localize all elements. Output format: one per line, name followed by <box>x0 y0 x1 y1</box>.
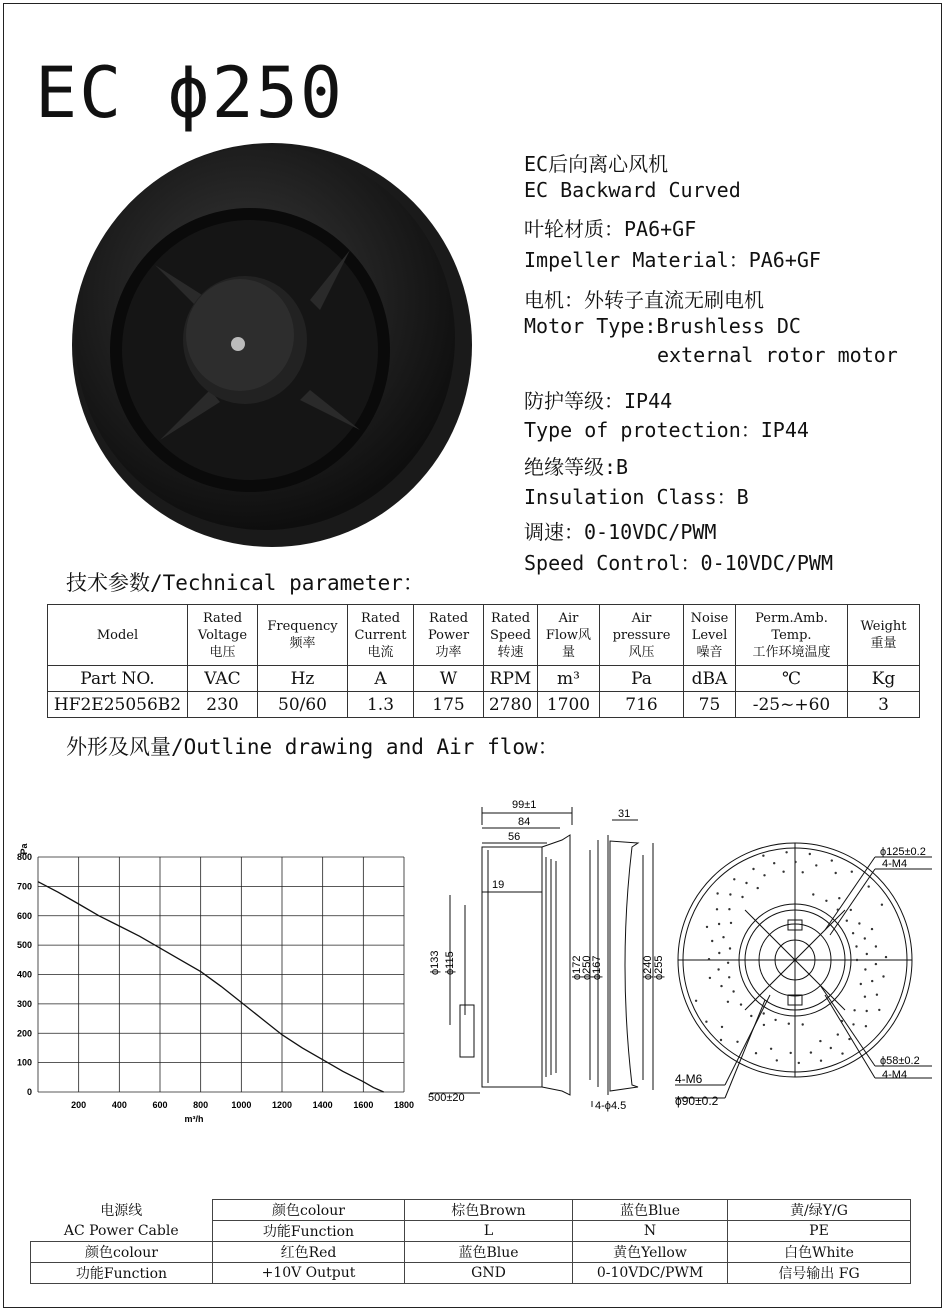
dim-19: 19 <box>492 879 505 891</box>
rivet-dot <box>728 976 730 978</box>
rivet-dot <box>852 932 854 934</box>
chart-y-tick-label: 500 <box>16 940 32 951</box>
cable-cell: AC Power Cable <box>63 1222 179 1239</box>
cable-row <box>31 1263 911 1284</box>
chart-y-tick-label: 600 <box>16 910 32 921</box>
outline-heading: 外形及风量/Outline drawing and Air flow： <box>66 735 559 759</box>
rivet-dot <box>752 868 754 870</box>
value-cell: 75 <box>684 692 736 718</box>
value-cell: 3 <box>848 692 920 718</box>
side-view-drawing <box>420 795 670 1115</box>
cable-table <box>30 1199 911 1284</box>
rivet-dot <box>736 1041 738 1043</box>
rivet-dot <box>745 882 747 884</box>
rivet-dot <box>711 940 713 942</box>
rivet-dot <box>790 1052 792 1054</box>
cable-cell: L <box>405 1221 573 1242</box>
dim-90: ϕ90±0.2 <box>675 1094 719 1108</box>
cable-cell: 功能Function <box>31 1263 213 1284</box>
rivet-dot <box>820 1060 822 1062</box>
value-cell: 50/60 <box>258 692 348 718</box>
cable-row <box>31 1200 911 1221</box>
rivet-dot <box>871 928 873 930</box>
param-header-row <box>48 605 920 666</box>
rivet-dot <box>718 923 720 925</box>
dim-84: 84 <box>518 816 531 828</box>
dim-m6: 4-M6 <box>675 1072 703 1086</box>
rivet-dot <box>848 1038 850 1040</box>
value-cell: HF2E25056B2 <box>48 692 188 718</box>
rivet-dot <box>856 959 858 961</box>
chart-y-tick-label: 100 <box>16 1057 32 1068</box>
rivet-dot <box>881 904 883 906</box>
chart-x-tick-label: 600 <box>152 1100 168 1110</box>
value-cell: 175 <box>414 692 484 718</box>
cable-cell: 黄色Yellow <box>573 1242 728 1263</box>
rivet-dot <box>728 908 730 910</box>
rivet-dot <box>846 920 848 922</box>
rivet-dot <box>695 1000 697 1002</box>
hdr-weight: Weight 重量 <box>848 605 920 666</box>
unit-cell: Part NO. <box>48 666 188 692</box>
hdr-power: Rated Power 功率 <box>414 605 484 666</box>
rivet-dot <box>885 956 887 958</box>
unit-cell: Kg <box>848 666 920 692</box>
hdr-model: Model <box>48 605 188 666</box>
dim-125: ϕ125±0.2 <box>880 846 926 858</box>
rivet-dot <box>709 977 711 979</box>
spec-cn-type: EC后向离心风机 <box>524 152 669 176</box>
dim-250: ϕ250 <box>581 955 593 980</box>
rivet-dot <box>841 1052 843 1054</box>
rivet-dot <box>708 958 710 960</box>
dim-holes: 4-ϕ4.5 <box>595 1100 627 1112</box>
rivet-dot <box>762 855 764 857</box>
hdr-pressure: Air pressure 风压 <box>600 605 684 666</box>
hdr-noise: Noise Level 噪音 <box>684 605 736 666</box>
rivet-dot <box>776 1059 778 1061</box>
rivet-dot <box>755 1052 757 1054</box>
rivet-dot <box>741 896 743 898</box>
chart-grid <box>38 857 404 1092</box>
dim-500: 500±20 <box>428 1092 465 1104</box>
cable-cell: PE <box>728 1221 911 1242</box>
rivet-dot <box>717 968 719 970</box>
rivet-dot <box>852 1023 854 1025</box>
rivet-dot <box>729 947 731 949</box>
value-cell: 1700 <box>538 692 600 718</box>
rivet-dot <box>785 851 787 853</box>
dim-255: ϕ255 <box>653 955 665 980</box>
param-unit-row <box>48 666 920 692</box>
dim-56: 56 <box>508 831 521 843</box>
cable-cell: 信号输出 FG <box>728 1263 911 1284</box>
rivet-dot <box>763 1012 765 1014</box>
value-cell: 1.3 <box>348 692 414 718</box>
cable-cell: 红色Red <box>213 1242 405 1263</box>
spec-en-insulation: Insulation Class：B <box>524 485 749 509</box>
rivet-dot <box>794 861 796 863</box>
chart-x-tick-label: 1000 <box>231 1100 252 1110</box>
hdr-speed: Rated Speed 转速 <box>484 605 538 666</box>
rivet-dot <box>841 1020 843 1022</box>
rivet-dot <box>750 1015 752 1017</box>
rivet-dot <box>727 1001 729 1003</box>
rivet-dot <box>835 872 837 874</box>
rivet-dot <box>802 1023 804 1025</box>
chart-x-tick-label: 1400 <box>312 1100 333 1110</box>
spec-en-motor: Motor Type:Brushless DC <box>524 314 801 338</box>
value-cell: 2780 <box>484 692 538 718</box>
unit-cell: m³ <box>538 666 600 692</box>
rivet-dot <box>740 1003 742 1005</box>
chart-y-ticks <box>17 852 32 1097</box>
cable-cell: 颜色colour <box>213 1200 405 1221</box>
tech-heading: 技术参数/Technical parameter： <box>66 571 424 595</box>
rivet-dot <box>773 862 775 864</box>
rivet-dot <box>718 952 720 954</box>
spec-cn-motor: 电机：外转子直流无刷电机 <box>524 288 764 312</box>
value-cell: 716 <box>600 692 684 718</box>
rivet-dot <box>706 926 708 928</box>
rivet-dot <box>868 885 870 887</box>
rivet-dot <box>837 909 839 911</box>
chart-x-tick-label: 1600 <box>353 1100 374 1110</box>
spec-cn-protection: 防护等级：IP44 <box>524 389 673 413</box>
rivet-dot <box>865 1025 867 1027</box>
rivet-dot <box>722 936 724 938</box>
unit-cell: dBA <box>684 666 736 692</box>
unit-cell: ℃ <box>736 666 848 692</box>
cable-cell: 蓝色Blue <box>405 1242 573 1263</box>
chart-y-tick-label: 400 <box>16 969 32 980</box>
unit-cell: Hz <box>258 666 348 692</box>
dim-115: ϕ115 <box>444 951 456 975</box>
rivet-dot <box>729 893 731 895</box>
cable-cell: 白色White <box>728 1242 911 1263</box>
unit-cell: Pa <box>600 666 684 692</box>
rivet-dot <box>809 853 811 855</box>
rivet-dot <box>770 1048 772 1050</box>
rivet-dot <box>815 864 817 866</box>
cable-cell: +10V Output <box>213 1263 405 1284</box>
chart-x-tick-label: 1200 <box>271 1100 293 1110</box>
param-value-row <box>48 692 920 718</box>
rivet-dot <box>866 1010 868 1012</box>
spec-en-protection: Type of protection：IP44 <box>524 418 809 442</box>
rivet-dot <box>858 922 860 924</box>
chart-x-tick-label: 400 <box>111 1100 127 1110</box>
hdr-voltage: Rated Voltage 电压 <box>188 605 258 666</box>
chart-xlabel: m³/h <box>184 1114 204 1124</box>
chart-x-tick-label: 200 <box>71 1100 87 1110</box>
spec-cn-insulation: 绝缘等级:B <box>524 455 629 479</box>
chart-x-ticks <box>71 1100 414 1110</box>
chart-x-tick-label: 800 <box>193 1100 209 1110</box>
dim-31: 31 <box>618 808 631 820</box>
dim-m4-top: 4-M4 <box>882 858 908 870</box>
hdr-temp: Perm.Amb. Temp. 工作环境温度 <box>736 605 848 666</box>
unit-cell: VAC <box>188 666 258 692</box>
rivet-dot <box>732 990 734 992</box>
rivet-dot <box>864 937 866 939</box>
cable-cell: GND <box>405 1263 573 1284</box>
rivet-dot <box>864 968 866 970</box>
spec-en-type: EC Backward Curved <box>524 178 741 202</box>
hdr-airflow: Air Flow风 量 <box>538 605 600 666</box>
cable-cell: 功能Function <box>213 1221 405 1242</box>
dim-58: ϕ58±0.2 <box>880 1055 920 1067</box>
parameter-table <box>47 604 920 718</box>
dim-133: ϕ133 <box>429 950 441 975</box>
rivet-dot <box>838 897 840 899</box>
chart-y-tick-label: 300 <box>16 998 32 1009</box>
chart-y-tick-label: 800 <box>16 852 32 862</box>
value-cell: 230 <box>188 692 258 718</box>
spec-cn-impeller: 叶轮材质：PA6+GF <box>524 217 697 241</box>
rivet-dot <box>875 963 877 965</box>
rivet-dot <box>798 1062 800 1064</box>
rivet-dot <box>853 1009 855 1011</box>
rivet-dot <box>864 996 866 998</box>
rivet-dot <box>733 878 735 880</box>
cable-cell: 蓝色Blue <box>573 1200 728 1221</box>
rivet-dot <box>810 1051 812 1053</box>
rivet-dot <box>851 871 853 873</box>
cable-cell: 黄/绿Y/G <box>728 1200 911 1221</box>
impeller-rivets <box>695 851 887 1064</box>
rivet-dot <box>730 922 732 924</box>
fan-photo <box>60 140 480 560</box>
cable-row <box>31 1221 911 1242</box>
rivet-dot <box>866 953 868 955</box>
rivet-dot <box>774 1019 776 1021</box>
dim-m4-bottom: 4-M4 <box>882 1069 908 1081</box>
rivet-dot <box>757 887 759 889</box>
rivet-dot <box>720 1039 722 1041</box>
rivet-dot <box>788 1023 790 1025</box>
dim-240: ϕ240 <box>642 955 654 980</box>
unit-cell: RPM <box>484 666 538 692</box>
cable-row <box>31 1242 911 1263</box>
rivet-dot <box>727 962 729 964</box>
rivet-dot <box>860 983 862 985</box>
rivet-dot <box>830 1047 832 1049</box>
chart-series-line <box>38 882 384 1092</box>
rivet-dot <box>763 1024 765 1026</box>
airflow-chart <box>10 835 420 1125</box>
product-title: EC ϕ250 <box>35 52 345 134</box>
rivet-dot <box>876 994 878 996</box>
rivet-dot <box>705 1021 707 1023</box>
cable-cell: 棕色Brown <box>405 1200 573 1221</box>
spec-cn-speed: 调速：0-10VDC/PWM <box>524 520 717 544</box>
spec-en-speed: Speed Control：0-10VDC/PWM <box>524 551 833 575</box>
rivet-dot <box>831 859 833 861</box>
rivet-dot <box>850 909 852 911</box>
rivet-dot <box>802 871 804 873</box>
rivet-dot <box>812 893 814 895</box>
rivet-dot <box>819 1040 821 1042</box>
value-cell: -25~+60 <box>736 692 848 718</box>
chart-x-tick-label: 1800 <box>393 1100 415 1110</box>
rivet-dot <box>825 900 827 902</box>
rivet-dot <box>837 1033 839 1035</box>
rivet-dot <box>882 975 884 977</box>
unit-cell: W <box>414 666 484 692</box>
rivet-dot <box>875 945 877 947</box>
hdr-frequency: Frequency 频率 <box>258 605 348 666</box>
chart-y-tick-label: 200 <box>16 1028 32 1039</box>
rivet-dot <box>720 985 722 987</box>
spec-en-motor-2: external rotor motor <box>657 343 898 367</box>
rivet-dot <box>716 892 718 894</box>
cable-cell: 电源线 <box>100 1203 143 1219</box>
dim-99: 99±1 <box>512 799 537 811</box>
rivet-dot <box>878 1009 880 1011</box>
cable-cell: 0-10VDC/PWM <box>573 1263 728 1284</box>
cable-cell: N <box>573 1221 728 1242</box>
rivet-dot <box>721 1026 723 1028</box>
rivet-dot <box>763 874 765 876</box>
front-view-drawing <box>670 835 942 1125</box>
unit-cell: A <box>348 666 414 692</box>
cable-cell: 颜色colour <box>31 1242 213 1263</box>
hdr-current: Rated Current 电流 <box>348 605 414 666</box>
rivet-dot <box>871 980 873 982</box>
dim-167: ϕ167 <box>591 955 603 980</box>
chart-y-tick-label: 0 <box>26 1087 32 1097</box>
spec-en-impeller: Impeller Material：PA6+GF <box>524 248 821 272</box>
rivet-dot <box>782 871 784 873</box>
dim-172: ϕ172 <box>571 955 583 980</box>
rivet-dot <box>716 908 718 910</box>
rivet-dot <box>855 945 857 947</box>
chart-ylabel: Pa <box>19 843 29 855</box>
chart-y-tick-label: 700 <box>16 881 32 892</box>
